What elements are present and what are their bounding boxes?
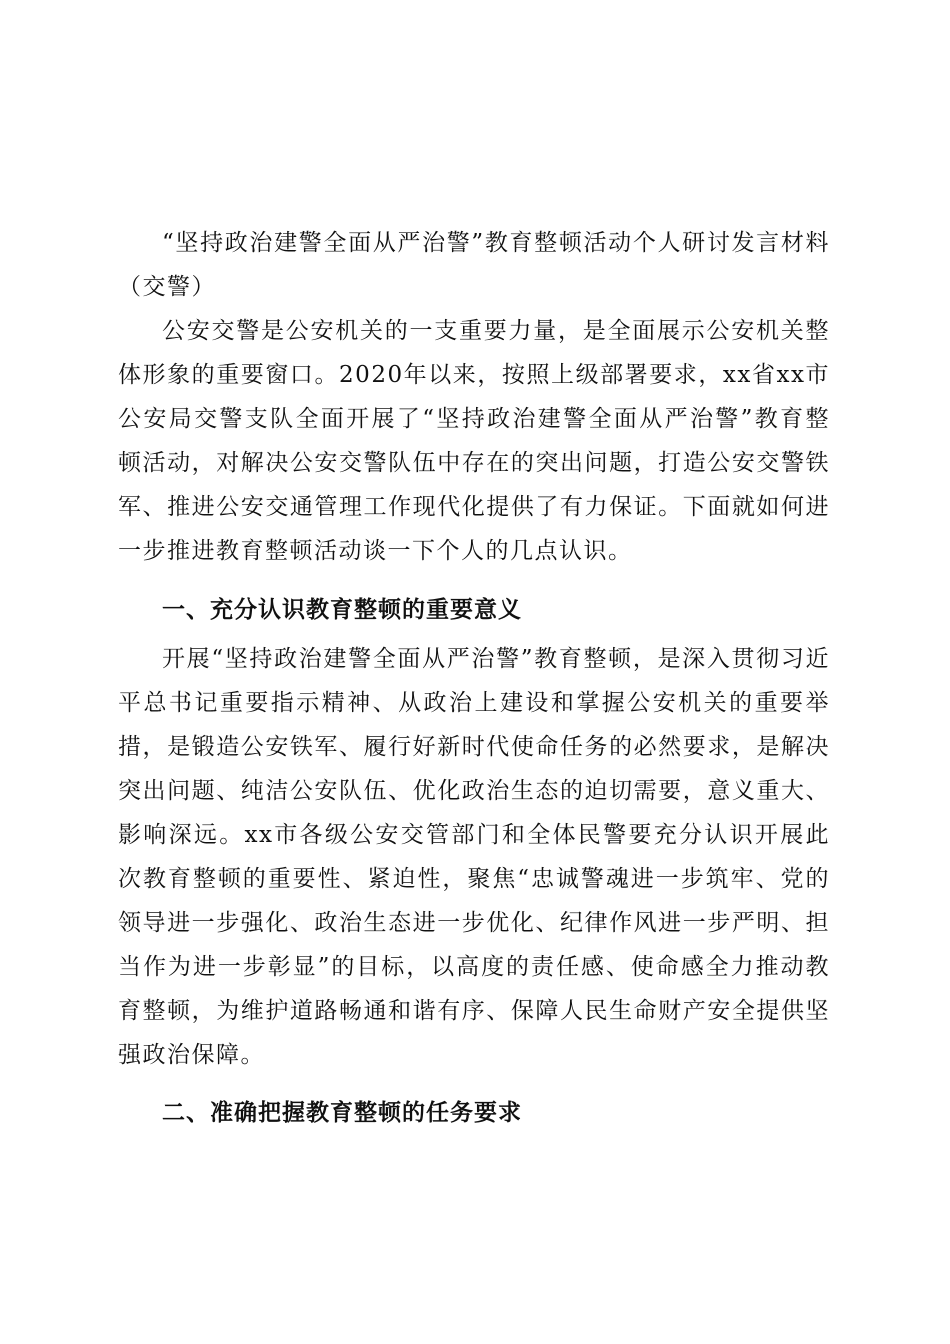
document-title: “坚持政治建警全面从严治警”教育整顿活动个人研讨发言材料（交警） bbox=[118, 230, 830, 300]
document-body bbox=[118, 221, 830, 1135]
section-heading-1: 一、充分认识教育整顿的重要意义 bbox=[162, 597, 522, 623]
section-heading-2: 二、准确把握教育整顿的任务要求 bbox=[162, 1100, 522, 1126]
intro-paragraph: 公安交警是公安机关的一支重要力量，是全面展示公安机关整体形象的重要窗口。2020年以来，按照上级部署要求，xx省xx市公安局交警支队全面开展了“坚持政治建警全面从严治警”教育整顿活动，对解决公安交警队伍中存在的突出问题，打造公安交警铁军、推进公安交通管理工作现代化提供了有力保证。下面就如何进一步推进教育整顿活动谈一下个人的几点认识。 bbox=[118, 318, 830, 564]
section-1-paragraph: 开展“坚持政治建警全面从严治警”教育整顿，是深入贯彻习近平总书记重要指示精神、从政治上建设和掌握公安机关的重要举措，是锻造公安铁军、履行好新时代使命任务的必然要求，是解决突出问题、纯洁公安队伍、优化政治生态的迫切需要，意义重大、影响深远。xx市各级公安交管部门和全体民警要充分认识开展此次教育整顿的重要性、紧迫性，聚焦“忠诚警魂进一步筑牢、党的领导进一步强化、政治生态进一步优化、纪律作风进一步严明、担当作为进一步彰显”的目标，以高度的责任感、使命感全力推动教育整顿，为维护道路畅通和谐有序、保障人民生命财产安全提供坚强政治保障。 bbox=[118, 646, 830, 1068]
